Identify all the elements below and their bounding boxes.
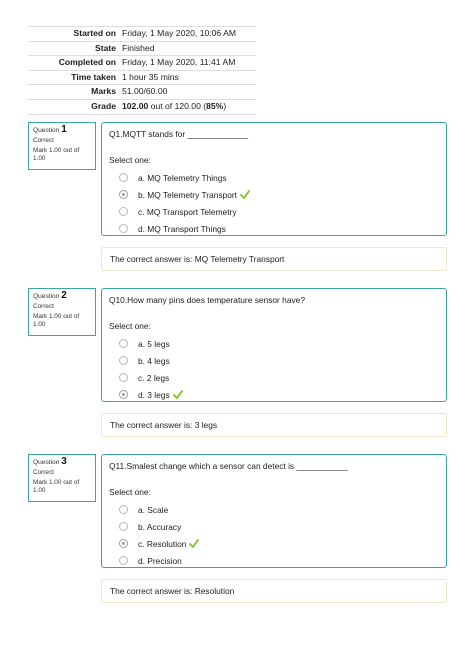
option-label: a. Scale (138, 504, 169, 515)
answer-options (109, 501, 439, 569)
radio-button[interactable] (119, 556, 128, 565)
summary-row-completed-on (28, 56, 256, 71)
summary-key: Completed on (58, 57, 116, 68)
question-text: Q11.Smalest change which a sensor can detect is ___________ (109, 461, 348, 471)
summary-row-state (28, 42, 256, 57)
answer-option[interactable] (109, 369, 439, 386)
question-number: 1 (61, 124, 67, 135)
answer-option[interactable] (109, 186, 439, 203)
correct-check-icon (240, 190, 250, 199)
radio-button-selected[interactable] (119, 539, 128, 548)
question-number-label (33, 458, 91, 467)
question-number: 3 (61, 456, 67, 467)
question-mark: Mark 1.00 out of 1.00 (33, 313, 80, 328)
question-info-1 (28, 122, 96, 170)
option-label: d. Precision (138, 555, 182, 566)
question-content-1 (101, 122, 447, 236)
answer-option[interactable] (109, 535, 439, 552)
question-content-3 (101, 454, 447, 568)
question-state: Correct (33, 469, 54, 476)
radio-button[interactable] (119, 207, 128, 216)
option-label: a. 5 legs (138, 338, 170, 349)
question-info-2 (28, 288, 96, 336)
answer-option[interactable] (109, 203, 439, 220)
grade-score: 102.00 (122, 100, 149, 111)
correct-answer-text: The correct answer is: 3 legs (110, 420, 218, 430)
question-info-3 (28, 454, 96, 502)
summary-row-marks (28, 85, 256, 100)
summary-key: Time taken (71, 71, 116, 82)
summary-value: Friday, 1 May 2020, 10:06 AM (122, 28, 237, 38)
grade-close-paren: ) (223, 100, 227, 111)
grade-percent: 85% (206, 100, 224, 111)
radio-button[interactable] (119, 522, 128, 531)
option-label: a. MQ Telemetry Things (138, 172, 227, 183)
radio-button-selected[interactable] (119, 390, 128, 399)
question-state: Correct (33, 303, 54, 310)
correct-answer-text: The correct answer is: MQ Telemetry Transport (110, 254, 285, 264)
correct-check-icon (173, 390, 183, 399)
answer-options (109, 169, 439, 237)
summary-row-started-on (28, 27, 256, 42)
question-mark: Mark 1.00 out of 1.00 (33, 479, 80, 494)
question-number-label (33, 126, 91, 135)
radio-button[interactable] (119, 173, 128, 182)
select-one-label: Select one: (109, 155, 151, 165)
option-label: d. 3 legs (138, 389, 170, 400)
option-label: b. Accuracy (138, 521, 182, 532)
summary-key: Marks (91, 86, 116, 97)
option-label: d. MQ Transport Things (138, 223, 226, 234)
question-text: Q1.MQTT stands for _____________ (109, 129, 249, 139)
summary-key: Started on (73, 28, 116, 38)
question-number-label (33, 292, 91, 301)
feedback-box-3 (101, 579, 447, 603)
radio-button[interactable] (119, 356, 128, 365)
radio-button[interactable] (119, 373, 128, 382)
answer-option[interactable] (109, 518, 439, 535)
radio-button-selected[interactable] (119, 190, 128, 199)
summary-row-grade (28, 100, 256, 115)
feedback-box-1 (101, 247, 447, 271)
option-label: b. 4 legs (138, 355, 170, 366)
question-word: Question (33, 127, 60, 134)
question-text: Q10.How many pins does temperature sensor have? (109, 295, 305, 305)
correct-check-icon (189, 539, 199, 548)
grade-out-of: out of 120.00 ( (148, 100, 207, 111)
answer-option[interactable] (109, 335, 439, 352)
summary-value: 51.00/60.00 (122, 86, 168, 97)
summary-value: 1 hour 35 mins (122, 71, 179, 82)
option-label: c. 2 legs (138, 372, 170, 383)
answer-option[interactable] (109, 220, 439, 237)
summary-key: Grade (91, 100, 116, 111)
feedback-box-2 (101, 413, 447, 437)
option-label: c. Resolution (138, 538, 187, 549)
option-label: c. MQ Transport Telemetry (138, 206, 237, 217)
select-one-label: Select one: (109, 487, 151, 497)
radio-button[interactable] (119, 224, 128, 233)
option-label: b. MQ Telemetry Transport (138, 189, 237, 200)
select-one-label: Select one: (109, 321, 151, 331)
summary-value (122, 100, 256, 114)
answer-option[interactable] (109, 552, 439, 569)
answer-option[interactable] (109, 169, 439, 186)
summary-value: Finished (122, 42, 155, 53)
answer-option[interactable] (109, 386, 439, 403)
answer-option[interactable] (109, 501, 439, 518)
radio-button[interactable] (119, 505, 128, 514)
attempt-summary-table (28, 26, 256, 115)
answer-option[interactable] (109, 352, 439, 369)
question-word: Question (33, 293, 60, 300)
question-word: Question (33, 459, 60, 466)
summary-value: Friday, 1 May 2020, 11:41 AM (122, 57, 236, 68)
question-state: Correct (33, 137, 54, 144)
question-number: 2 (61, 290, 67, 301)
summary-key: State (94, 42, 116, 53)
summary-row-time-taken (28, 71, 256, 86)
radio-button[interactable] (119, 339, 128, 348)
correct-answer-text: The correct answer is: Resolution (110, 586, 235, 596)
answer-options (109, 335, 439, 403)
question-content-2 (101, 288, 447, 402)
question-mark: Mark 1.00 out of 1.00 (33, 147, 80, 162)
